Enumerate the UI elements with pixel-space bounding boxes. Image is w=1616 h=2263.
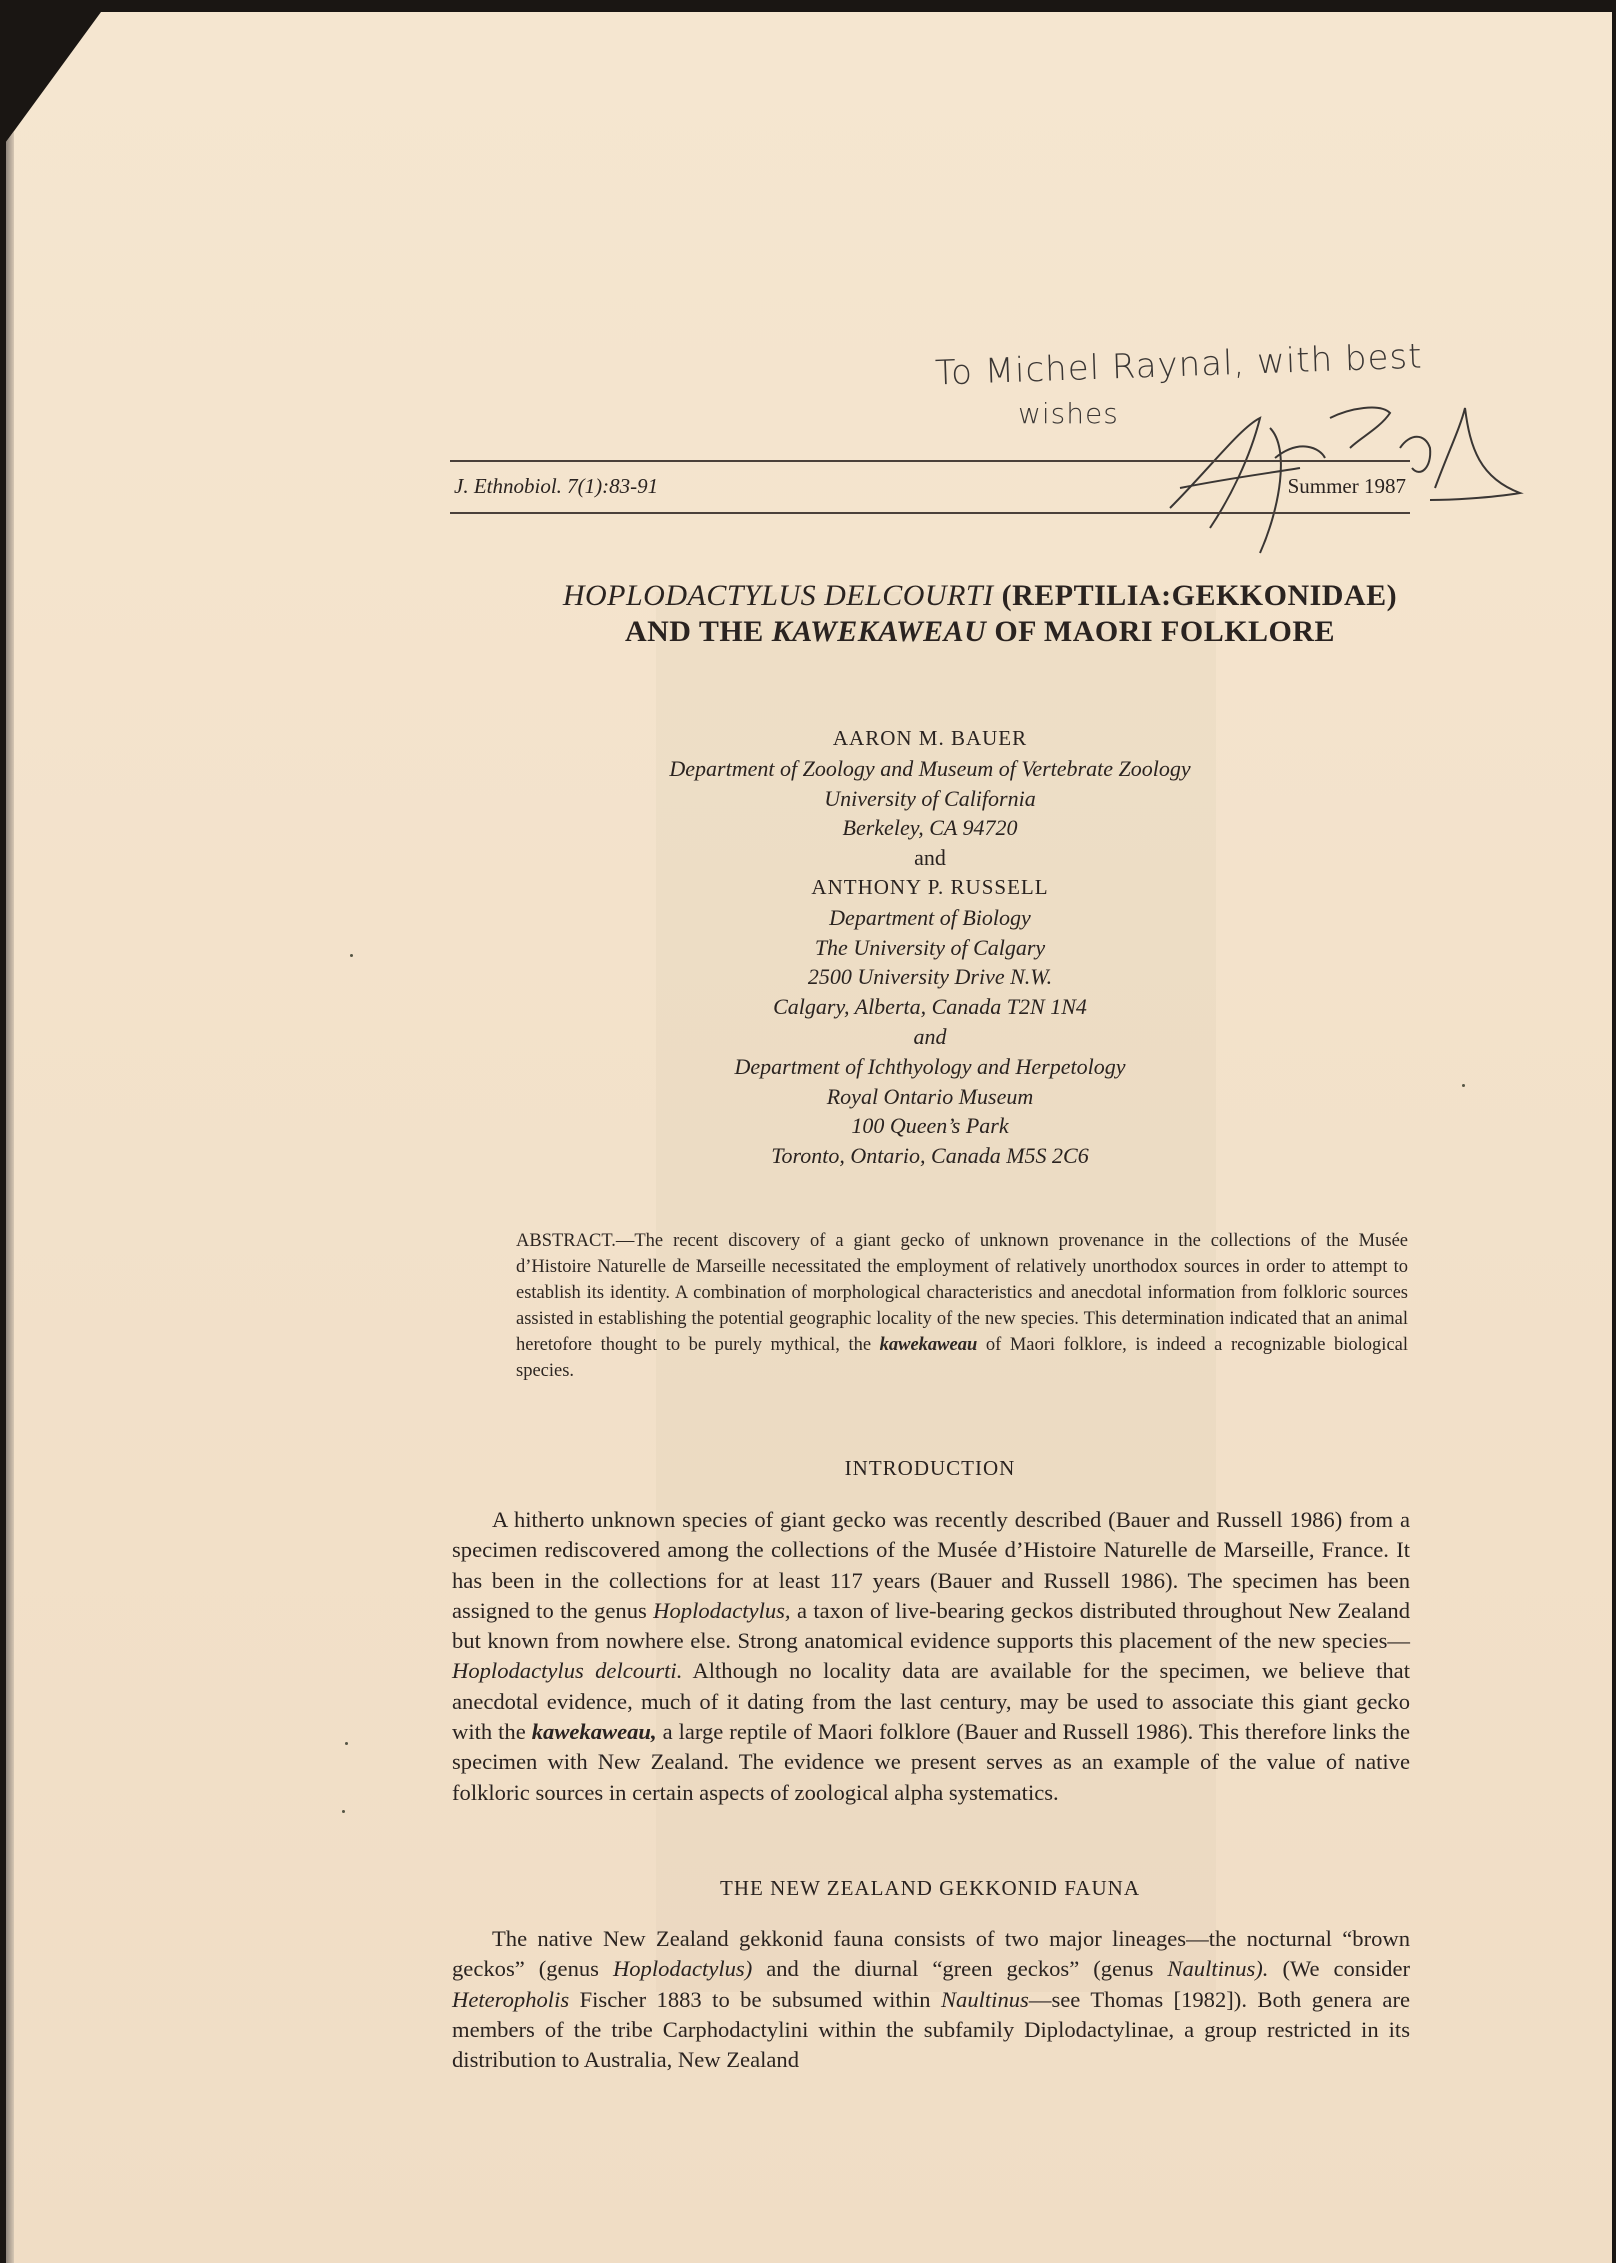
title-classification: (REPTILIA:GEKKONIDAE)	[1001, 579, 1398, 612]
paper-speck	[342, 1810, 345, 1813]
intro-text-3: Although no locality data are available for the specimen, we believe that anecdotal evidence, much of it dating from the last century, may be used to associate this giant gecko with the	[452, 1658, 1410, 1745]
intro-genus-hoplodactylus: Hoplodactylus,	[653, 1597, 791, 1623]
introduction-heading: INTRODUCTION	[844, 1456, 1016, 1480]
author-1-affiliation-line: Berkeley, CA 94720	[842, 815, 1018, 841]
fauna-genus-hoplodactylus: Hoplodactylus)	[612, 1956, 753, 1982]
abstract-text-end: of Maori folklore, is indeed a recognizable biological species.	[516, 1335, 1409, 1381]
abstract	[516, 1228, 1408, 1384]
sheet-edge-shadow	[6, 12, 14, 2263]
title-maori-folklore: OF MAORI FOLKLORE	[994, 615, 1336, 648]
author-2-affiliation-line: Royal Ontario Museum	[826, 1083, 1034, 1109]
fauna-text-5: —see Thomas [1982]). Both genera are members of the tribe Carphodactylini within the subfamily Diplodactylinae, a group restricted in its distribution to Australia, New Zealand	[452, 1986, 1411, 2073]
abstract-text: ABSTRACT.—The recent discovery of a giant gecko of unknown provenance in the collections of the Musée d’Histoire Naturelle de Marseille necessitated the employment of relatively unorthodox sources in order to attempt to establish its identity. A combination of morphological characteristics and anecdotal information from folkloric sources assisted in establishing the potential geographic locality of the new species. This determination indicated that an animal heretofore thought to be purely mythical, the	[516, 1231, 1408, 1355]
nz-fauna-heading: THE NEW ZEALAND GEKKONID FAUNA	[720, 1876, 1140, 1900]
author-2-name: ANTHONY P. RUSSELL	[811, 874, 1049, 899]
author-2-affiliation-line: Toronto, Ontario, Canada M5S 2C6	[771, 1143, 1089, 1169]
author-1-affiliation-line: Department of Zoology and Museum of Vertebrate Zoology	[669, 755, 1191, 781]
author-1-name: AARON M. BAUER	[832, 726, 1028, 750]
abstract-kawekaweau: kawekaweau	[879, 1335, 978, 1355]
fauna-text-4: Fischer 1883 to be subsumed within	[579, 1986, 931, 2012]
title-and-the: AND THE	[624, 615, 764, 648]
author-2-affiliation-line: 2500 University Drive N.W.	[807, 964, 1053, 990]
journal-header	[450, 460, 1410, 514]
author-separator: and	[914, 845, 946, 871]
paper-speck	[345, 1742, 348, 1745]
author-2-affiliation-line: The University of Calgary	[814, 934, 1046, 960]
nz-fauna-paragraph	[452, 1924, 1410, 2075]
intro-text-2: a taxon of live-bearing geckos distributed throughout New Zealand but known from nowhere else. Strong anatomical evidence supports this placement of the new species—	[452, 1597, 1411, 1654]
handwritten-dedication-continued: wishes	[1018, 397, 1119, 430]
fauna-text-1: The native New Zealand gekkonid fauna consists of two major lineages—the nocturnal “brown geckos” (genus	[452, 1926, 1410, 1982]
intro-text-1: A hitherto unknown species of giant gecko was recently described (Bauer and Russell 1986) from a specimen rediscovered among the collections of the Musée d’Histoire Naturelle de Marseille, France. It has been in the collections for at least 117 years (Bauer and Russell 1986). The specimen has been assigned to the genus	[452, 1507, 1410, 1623]
handwritten-dedication: To Michel Raynal, with best	[934, 336, 1424, 394]
intro-species-delcourti: Hoplodactylus delcourti.	[452, 1658, 683, 1684]
author-2-affiliation-line: Department of Biology	[829, 904, 1031, 930]
title-line-2	[330, 614, 1616, 650]
fauna-genus-heteropholis: Heteropholis	[452, 1986, 570, 2012]
author-2-affiliation-line: 100 Queen’s Park	[851, 1113, 1009, 1139]
title-line-1	[330, 578, 1616, 614]
author-block	[430, 724, 1430, 1171]
title-kawekaweau: KAWEKAWEAU	[771, 615, 987, 648]
intro-kawekaweau: kawekaweau,	[531, 1719, 657, 1745]
affiliation-separator: and	[913, 1023, 947, 1049]
author-1-affiliation-line: University of California	[824, 785, 1036, 811]
journal-date: Summer 1987	[1287, 474, 1406, 498]
introduction-paragraph	[452, 1505, 1410, 1808]
title-species: HOPLODACTYLUS DELCOURTI	[562, 579, 994, 612]
fauna-genus-naultinus-2: Naultinus	[940, 1986, 1029, 2012]
intro-text-4: a large reptile of Maori folklore (Bauer and Russell 1986). This therefore links the specimen with New Zealand. The evidence we present serves as an example of the value of native folkloric sources in certain aspects of zoological alpha systematics.	[452, 1719, 1410, 1805]
author-2-affiliation-line: Calgary, Alberta, Canada T2N 1N4	[773, 994, 1087, 1020]
fauna-text-3: (We consider	[1282, 1956, 1411, 1982]
author-2-affiliation-line: Department of Ichthyology and Herpetology	[734, 1053, 1126, 1079]
paper-speck	[350, 954, 353, 957]
paper-speck	[1462, 1084, 1465, 1087]
fauna-genus-naultinus: Naultinus).	[1167, 1956, 1269, 1982]
fauna-text-2: and the diurnal “green geckos” (genus	[766, 1956, 1154, 1982]
article-title	[330, 578, 1616, 650]
journal-citation: J. Ethnobiol. 7(1):83-91	[454, 474, 659, 498]
